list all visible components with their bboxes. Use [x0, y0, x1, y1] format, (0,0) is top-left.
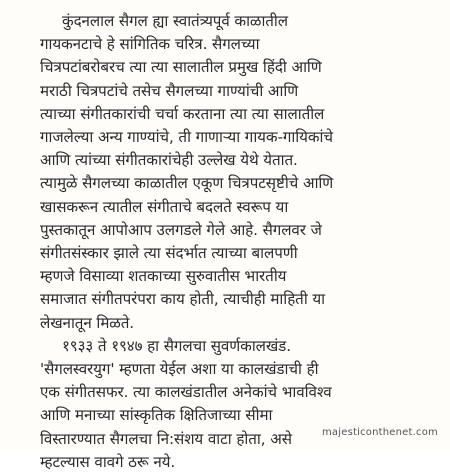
paragraph-line: त्यामुळे सैगलच्या काळातील एकूण चित्रपटसृष्टीचे आणि: [40, 174, 334, 193]
paragraph-line: गाजलेल्या अन्य गाण्यांचे, ती गाणाऱ्या गायक-गायिकांचे: [40, 128, 333, 147]
paragraph-line: लेखनातून मिळते.: [40, 313, 135, 332]
paragraph-line: मराठी चित्रपटांचे तसेच सैगलच्या गाण्यांची आणि: [40, 81, 299, 100]
paragraph-line: म्हटल्यास वावगे ठरू नये.: [40, 452, 176, 471]
paragraph-line: समाजात संगीतपरंपरा काय होती, त्याचीही माहिती या: [40, 290, 326, 309]
paragraph-line: आणि मनाच्या सांस्कृतिक क्षितिजाच्या सीमा: [40, 406, 273, 425]
paragraph-line: एक संगीतसफर. त्या कालखंडातील अनेकांचे भावविश्व: [40, 383, 332, 402]
paragraph-line: पुस्तकातून आपोआप उलगडले गेले आहे. सैगलवर जे: [40, 220, 322, 239]
watermark: majesticonthenet.com: [321, 427, 438, 438]
paragraph-line: संगीतसंस्कार झाले त्या संदर्भात त्याच्या बालपणी: [40, 244, 298, 263]
paragraph-line: चित्रपटांबरोबरच त्या त्या सालातील प्रमुख हिंदी आणि: [40, 58, 322, 77]
paragraph-line: म्हणजे विसाव्या शतकाच्या सुरुवातीस भारतीय: [40, 267, 287, 286]
paragraph-line: त्याच्या संगीतकारांची चर्चा करताना त्या त्या सालातील: [40, 104, 325, 123]
paragraph-line: विस्तारण्यात सैगलचा नि:संशय वाटा होता, असे: [40, 429, 292, 448]
paragraph-line: १९३३ ते १९४७ हा सैगलचा सुवर्णकालखंड.: [62, 336, 291, 355]
body-text: [40, 10, 435, 474]
paragraph-line: 'सैगलस्वरयुग' म्हणता येईल अशा या कालखंडाची ही: [40, 360, 319, 379]
paragraph-line: कुंदनलाल सैगल ह्या स्वातंत्र्यपूर्व काळातील: [62, 12, 288, 30]
paragraph-line: गायकनटाचे हे सांगितिक चरित्र. सैगलच्या: [40, 35, 260, 54]
paragraph-line: आणि त्यांच्या संगीतकारांचेही उल्लेख येथे येतात.: [40, 151, 298, 170]
paragraph-line: खासकरून त्यातील संगीताचे बदलते स्वरूप या: [40, 197, 289, 216]
paragraph-1: [40, 10, 435, 335]
paragraph-2: [40, 335, 435, 474]
